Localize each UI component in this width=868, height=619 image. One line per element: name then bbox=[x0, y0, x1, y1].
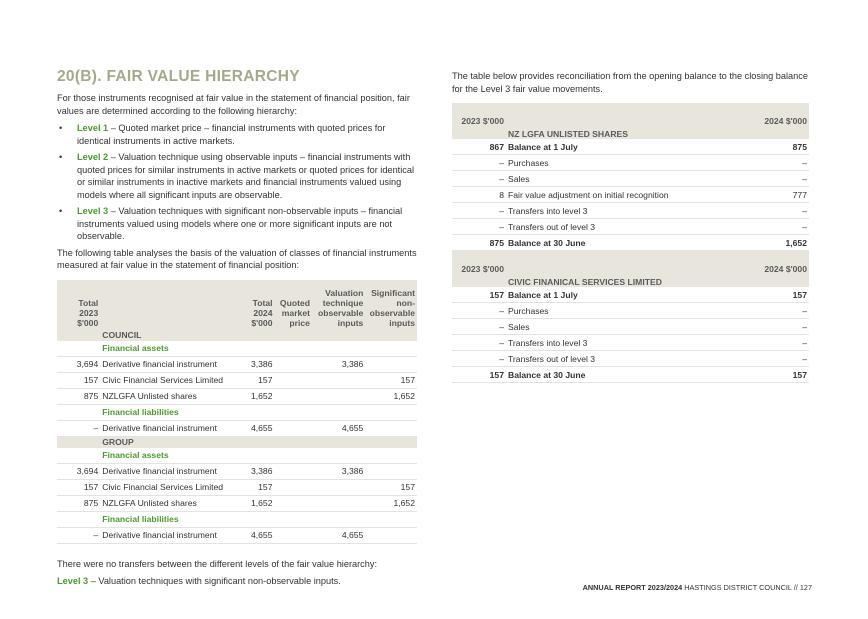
table-cell: – bbox=[452, 219, 506, 235]
table-cell: Balance at 1 July bbox=[506, 139, 746, 155]
section-row bbox=[57, 436, 417, 448]
empty-cell bbox=[57, 436, 100, 448]
table-cell: Civic Financial Services Limited bbox=[100, 479, 238, 495]
table-row bbox=[57, 388, 417, 404]
table-cell: 1,652 bbox=[238, 495, 274, 511]
reconciliation-intro: The table below provides reconciliation from the opening balance to the closing balance for the Level 3 fair value movements. bbox=[452, 71, 808, 94]
table-cell: – bbox=[452, 303, 506, 319]
reconciliation-table bbox=[452, 103, 809, 383]
table-cell: 157 bbox=[238, 372, 274, 388]
subsection-label: Financial assets bbox=[100, 341, 417, 357]
table-cell: Transfers out of level 3 bbox=[506, 219, 746, 235]
header-2023: 2023 $'000 bbox=[452, 251, 506, 277]
subsection-row bbox=[57, 448, 417, 464]
level-text: – Valuation techniques with significant non-observable inputs. bbox=[88, 576, 341, 586]
table-cell: Balance at 30 June bbox=[506, 367, 746, 383]
header-2023: 2023 $'000 bbox=[452, 103, 506, 128]
table-cell: 157 bbox=[746, 367, 809, 383]
table-cell: 875 bbox=[746, 139, 809, 155]
table-cell: 777 bbox=[746, 187, 809, 203]
header-2024: 2024 $'000 bbox=[746, 103, 809, 128]
footer-council-page: HASTINGS DISTRICT COUNCIL // 127 bbox=[682, 583, 812, 592]
table-row bbox=[57, 420, 417, 436]
table-cell: Sales bbox=[506, 319, 746, 335]
table-cell: 1,652 bbox=[238, 388, 274, 404]
header-non-observable-inputs: Significant non-observable inputs bbox=[365, 280, 417, 330]
header-observable-inputs: Valuation technique observable inputs bbox=[312, 280, 365, 330]
year-header-row bbox=[452, 103, 809, 128]
table-cell: Balance at 30 June bbox=[506, 235, 746, 251]
section-label: COUNCIL bbox=[100, 330, 417, 341]
table-cell bbox=[312, 388, 365, 404]
empty-cell bbox=[57, 448, 100, 464]
section-label: GROUP bbox=[100, 436, 417, 448]
table-cell bbox=[275, 388, 312, 404]
intro-paragraph: For those instruments recognised at fair value in the statement of financial position, fair values are determined according to the following hierarchy: bbox=[57, 93, 410, 116]
table-cell: 8 bbox=[452, 187, 506, 203]
table-cell: 3,386 bbox=[312, 356, 365, 372]
table-cell: 3,386 bbox=[238, 356, 274, 372]
table-row bbox=[452, 171, 809, 187]
table-cell bbox=[275, 463, 312, 479]
fair-value-table-body bbox=[57, 330, 417, 544]
right-column bbox=[452, 70, 809, 383]
table-row bbox=[452, 219, 809, 235]
left-column bbox=[57, 68, 417, 588]
table-cell bbox=[365, 527, 417, 543]
table-cell: 157 bbox=[365, 479, 417, 495]
table-cell: Balance at 1 July bbox=[506, 287, 746, 303]
table-cell: 3,386 bbox=[312, 463, 365, 479]
table-cell: 157 bbox=[57, 479, 100, 495]
empty-cell bbox=[57, 511, 100, 527]
table-cell: 157 bbox=[238, 479, 274, 495]
level-text: – Valuation techniques with significant non-observable inputs – financial instruments valued using models where one or more significant inputs are not observable. bbox=[77, 206, 403, 241]
level-3-item bbox=[57, 205, 417, 243]
table-cell: – bbox=[746, 171, 809, 187]
table-cell: 3,694 bbox=[57, 463, 100, 479]
section-row bbox=[57, 330, 417, 341]
table-cell: – bbox=[746, 319, 809, 335]
table-cell: NZLGFA Unlisted shares bbox=[100, 495, 238, 511]
level-2-item bbox=[57, 151, 417, 201]
table-cell: Transfers out of level 3 bbox=[506, 351, 746, 367]
table-cell: – bbox=[452, 351, 506, 367]
header-quoted-price: Quoted market price bbox=[275, 280, 312, 330]
section-title: NZ LGFA UNLISTED SHARES bbox=[506, 128, 809, 139]
level-1-item bbox=[57, 122, 417, 147]
table-cell: Civic Financial Services Limited bbox=[100, 372, 238, 388]
empty-cell bbox=[452, 276, 506, 287]
table-row bbox=[452, 319, 809, 335]
table-cell: Derivative financial instrument bbox=[100, 527, 238, 543]
table-cell: Purchases bbox=[506, 155, 746, 171]
table-cell bbox=[312, 495, 365, 511]
table-cell: 875 bbox=[57, 495, 100, 511]
subsection-row bbox=[57, 341, 417, 357]
table-cell bbox=[365, 356, 417, 372]
header-total-2023: Total 2023 $'000 bbox=[57, 280, 100, 330]
section-row bbox=[452, 276, 809, 287]
subsection-label: Financial assets bbox=[100, 448, 417, 464]
table-cell: – bbox=[57, 527, 100, 543]
table-cell: Derivative financial instrument bbox=[100, 420, 238, 436]
header-2024: 2024 $'000 bbox=[746, 251, 809, 277]
table-row bbox=[452, 235, 809, 251]
table-cell: – bbox=[452, 171, 506, 187]
table-cell bbox=[275, 479, 312, 495]
header-spacer bbox=[506, 251, 746, 277]
table-cell: 157 bbox=[746, 287, 809, 303]
section-row bbox=[452, 128, 809, 139]
table-cell: 875 bbox=[452, 235, 506, 251]
empty-cell bbox=[452, 128, 506, 139]
table-row bbox=[57, 356, 417, 372]
table-header-row bbox=[57, 280, 417, 330]
header-description bbox=[100, 280, 238, 330]
table-cell: Derivative financial instrument bbox=[100, 356, 238, 372]
subsection-row bbox=[57, 511, 417, 527]
table-cell bbox=[312, 372, 365, 388]
table-row bbox=[57, 527, 417, 543]
table-cell bbox=[275, 356, 312, 372]
table-row bbox=[57, 463, 417, 479]
table-cell: Purchases bbox=[506, 303, 746, 319]
table-cell: 1,652 bbox=[365, 495, 417, 511]
table-cell: – bbox=[746, 351, 809, 367]
section-heading: 20(B). FAIR VALUE HIERARCHY bbox=[57, 68, 300, 85]
table-cell: – bbox=[746, 335, 809, 351]
table-cell: 3,694 bbox=[57, 356, 100, 372]
header-total-2024: Total 2024 $'000 bbox=[238, 280, 274, 330]
table-row bbox=[452, 187, 809, 203]
table-cell: 4,655 bbox=[312, 527, 365, 543]
level-text: – Valuation technique using observable inputs – financial instruments with quoted prices for similar instruments in active markets or quoted prices for identical or similar instruments in inactive markets and financial instruments valued using models where all significant inputs are observable. bbox=[77, 152, 415, 200]
table-cell: – bbox=[452, 335, 506, 351]
table-cell: 3,386 bbox=[238, 463, 274, 479]
section-title: CIVIC FINANICAL SERVICES LIMITED bbox=[506, 276, 809, 287]
table-cell: – bbox=[746, 219, 809, 235]
level-text: – Quoted market price – financial instruments with quoted prices for identical instruments in active markets. bbox=[77, 123, 386, 146]
year-header-row bbox=[452, 251, 809, 277]
level-label: Level 1 bbox=[77, 123, 109, 133]
level-3-note bbox=[57, 575, 417, 588]
table-intro: The following table analyses the basis of the valuation of classes of financial instruments measured at fair value in the statement of financial position: bbox=[57, 247, 417, 270]
table-cell: 157 bbox=[452, 287, 506, 303]
table-cell: – bbox=[452, 319, 506, 335]
table-row bbox=[57, 372, 417, 388]
reconciliation-table-body bbox=[452, 103, 809, 383]
hierarchy-list bbox=[57, 122, 417, 243]
table-row bbox=[452, 335, 809, 351]
table-cell: 4,655 bbox=[238, 527, 274, 543]
subsection-label: Financial liabilities bbox=[100, 511, 417, 527]
table-cell bbox=[275, 495, 312, 511]
table-cell: Fair value adjustment on initial recognition bbox=[506, 187, 746, 203]
table-row bbox=[57, 479, 417, 495]
subsection-row bbox=[57, 404, 417, 420]
table-cell bbox=[275, 527, 312, 543]
table-row bbox=[452, 203, 809, 219]
table-cell: – bbox=[746, 155, 809, 171]
table-cell: Sales bbox=[506, 171, 746, 187]
table-cell bbox=[275, 420, 312, 436]
table-cell: Derivative financial instrument bbox=[100, 463, 238, 479]
subsection-label: Financial liabilities bbox=[100, 404, 417, 420]
table-cell: Transfers into level 3 bbox=[506, 203, 746, 219]
empty-cell bbox=[57, 330, 100, 341]
fair-value-table bbox=[57, 280, 417, 544]
table-row bbox=[452, 303, 809, 319]
table-row bbox=[452, 351, 809, 367]
table-cell: – bbox=[746, 203, 809, 219]
table-cell: 4,655 bbox=[238, 420, 274, 436]
table-cell: 875 bbox=[57, 388, 100, 404]
table-cell: 157 bbox=[365, 372, 417, 388]
footer-report-title: ANNUAL REPORT 2023/2024 bbox=[582, 583, 683, 592]
table-row bbox=[452, 139, 809, 155]
table-cell bbox=[365, 463, 417, 479]
level-label: Level 2 bbox=[77, 152, 109, 162]
table-cell bbox=[365, 420, 417, 436]
table-row bbox=[452, 155, 809, 171]
table-row bbox=[57, 495, 417, 511]
table-cell: 1,652 bbox=[746, 235, 809, 251]
header-spacer bbox=[506, 103, 746, 128]
table-cell bbox=[312, 479, 365, 495]
table-cell: NZLGFA Unlisted shares bbox=[100, 388, 238, 404]
table-cell: – bbox=[452, 203, 506, 219]
empty-cell bbox=[57, 404, 100, 420]
table-cell: 1,652 bbox=[365, 388, 417, 404]
level-label: Level 3 bbox=[57, 576, 89, 586]
table-cell: – bbox=[452, 155, 506, 171]
empty-cell bbox=[57, 341, 100, 357]
table-cell: 157 bbox=[57, 372, 100, 388]
table-cell: – bbox=[746, 303, 809, 319]
table-cell: 4,655 bbox=[312, 420, 365, 436]
level-label: Level 3 bbox=[77, 206, 109, 216]
table-cell: 157 bbox=[452, 367, 506, 383]
table-row bbox=[452, 287, 809, 303]
table-cell: 867 bbox=[452, 139, 506, 155]
table-cell: – bbox=[57, 420, 100, 436]
table-cell: Transfers into level 3 bbox=[506, 335, 746, 351]
table-cell bbox=[275, 372, 312, 388]
table-row bbox=[452, 367, 809, 383]
page-footer bbox=[583, 583, 812, 592]
transfers-note: There were no transfers between the different levels of the fair value hierarchy: bbox=[57, 558, 378, 569]
